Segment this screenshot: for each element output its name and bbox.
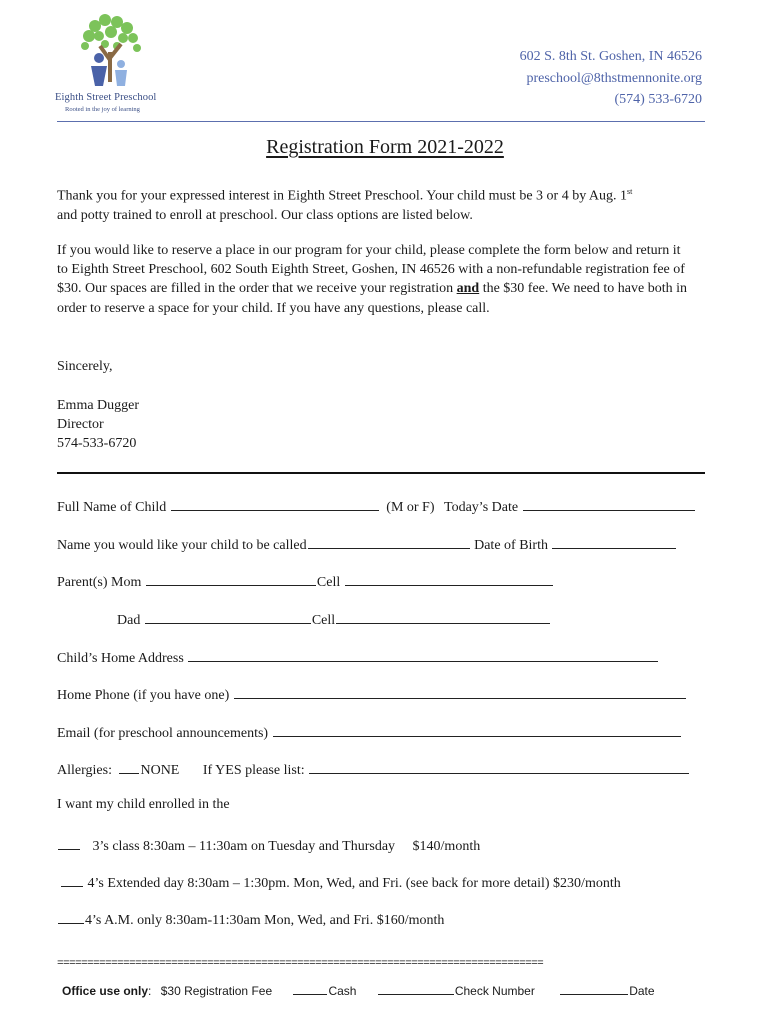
row-called-name (57, 534, 677, 554)
enroll-intro: I want my child enrolled in the (57, 797, 230, 812)
home-phone-field[interactable] (234, 684, 686, 699)
dad-cell-label: Cell (311, 613, 336, 628)
address-field[interactable] (188, 647, 658, 662)
office-use-colon: : (148, 984, 152, 998)
office-check-field[interactable] (378, 983, 454, 995)
option-4s-extended (60, 872, 621, 892)
intro-p2-text: If you would like to reserve a place in our program for your child, please complete the form below and return it to Eighth Street Preschool, 602 South Eighth Street, Goshen, IN 46526 with a non-refundable registration fee of $30. Our spaces are filled in the order that we receive your registration (57, 243, 685, 297)
dob-label: Date of Birth (474, 538, 548, 553)
home-phone-label: Home Phone (if you have one) (57, 688, 230, 703)
option-3s-checkbox[interactable] (58, 835, 80, 850)
if-yes-label: If YES please list: (202, 763, 305, 778)
intro-p2-and: and (456, 281, 480, 297)
office-date-field[interactable] (560, 983, 628, 995)
preschool-logo (55, 12, 167, 116)
row-mom (57, 571, 554, 591)
mom-cell-label: Cell (316, 575, 341, 590)
office-use-row (62, 983, 655, 998)
allergies-list-field[interactable] (309, 759, 689, 774)
option-4s-am-label: 4’s A.M. only 8:30am-11:30am Mon, Wed, and Fri. $160/month (85, 913, 445, 928)
intro-paragraph-2 (57, 241, 689, 318)
contact-block (520, 46, 702, 111)
page-title: Registration Form 2021-2022 (266, 136, 504, 158)
today-date-field[interactable] (523, 496, 695, 511)
office-cash-field[interactable] (293, 983, 327, 995)
mom-label: Parent(s) Mom (57, 575, 142, 590)
address: 602 S. 8th St. Goshen, IN 46526 (519, 49, 702, 64)
allergies-label: Allergies: (57, 763, 112, 778)
option-4s-ext-checkbox[interactable] (61, 872, 83, 887)
signer-title: Director (57, 417, 104, 433)
dob-field[interactable] (552, 534, 676, 549)
email-label: Email (for preschool announcements) (57, 726, 269, 741)
option-3s-label: 3’s class 8:30am – 11:30am on Tuesday and Thursday (92, 839, 396, 854)
row-allergies (57, 759, 690, 779)
office-cash-label: Cash (328, 984, 357, 998)
signer-phone: 574-533-6720 (57, 436, 137, 452)
child-name-field[interactable] (171, 496, 379, 511)
office-date-label: Date (629, 984, 655, 998)
child-name-label: Full Name of Child (57, 500, 167, 515)
row-home-phone (57, 684, 687, 704)
called-name-label: Name you would like your child to be called (57, 538, 307, 553)
signer-name: Emma Dugger (57, 398, 140, 413)
signature-block (57, 396, 717, 454)
logo-tagline: Rooted in the joy of learning (65, 106, 140, 113)
tree-logo-icon (55, 12, 167, 92)
logo-name: Eighth Street Preschool (55, 92, 157, 103)
option-3s-class (57, 835, 480, 855)
office-use-label: Office use only (62, 984, 149, 998)
closing: Sincerely, (57, 359, 113, 374)
option-4s-am (57, 909, 444, 929)
phone: (574) 533-6720 (614, 92, 702, 107)
option-4s-am-checkbox[interactable] (58, 909, 84, 924)
mom-field[interactable] (146, 571, 316, 586)
option-4s-ext-label: 4’s Extended day 8:30am – 1:30pm. Mon, Wed, and Fri. (see back for more detail) $230/month (87, 876, 621, 891)
intro-p1-text-2: and potty trained to enroll at preschool. Our class options are listed below. (57, 207, 473, 223)
email-link[interactable]: preschool@8thstmennonite.org (526, 70, 702, 86)
separator-line: ================================================================================= (57, 958, 544, 970)
section-divider (57, 472, 705, 474)
allergies-none-checkbox[interactable] (119, 759, 139, 774)
intro-p1-text: Thank you for your expressed interest in Eighth Street Preschool. Your child must be 3 or 4 by Aug. 1 (57, 188, 628, 204)
today-date-label: Today’s Date (444, 500, 519, 515)
dad-cell-field[interactable] (336, 609, 550, 624)
intro-p2-text-2: the $30 fee. We need to have both in order to reserve a space for your child. If you have any questions, please call. (57, 281, 687, 316)
gender-label: (M or F) (386, 500, 435, 515)
address-label: Child’s Home Address (57, 651, 184, 666)
row-child-name (57, 496, 696, 516)
row-dad (117, 609, 551, 629)
dad-label: Dad (117, 613, 141, 628)
email-field[interactable] (273, 722, 681, 737)
intro-p1-sup: st (627, 187, 633, 196)
none-label: NONE (140, 763, 180, 778)
intro-paragraph-1 (57, 182, 717, 225)
row-email (57, 722, 682, 742)
called-name-field[interactable] (308, 534, 470, 549)
header-divider (57, 121, 705, 122)
mom-cell-field[interactable] (345, 571, 553, 586)
option-3s-price: $140/month (412, 839, 481, 854)
dad-field[interactable] (145, 609, 311, 624)
row-address (57, 647, 659, 667)
office-check-label: Check Number (454, 984, 535, 998)
office-fee: $30 Registration Fee (160, 984, 273, 998)
